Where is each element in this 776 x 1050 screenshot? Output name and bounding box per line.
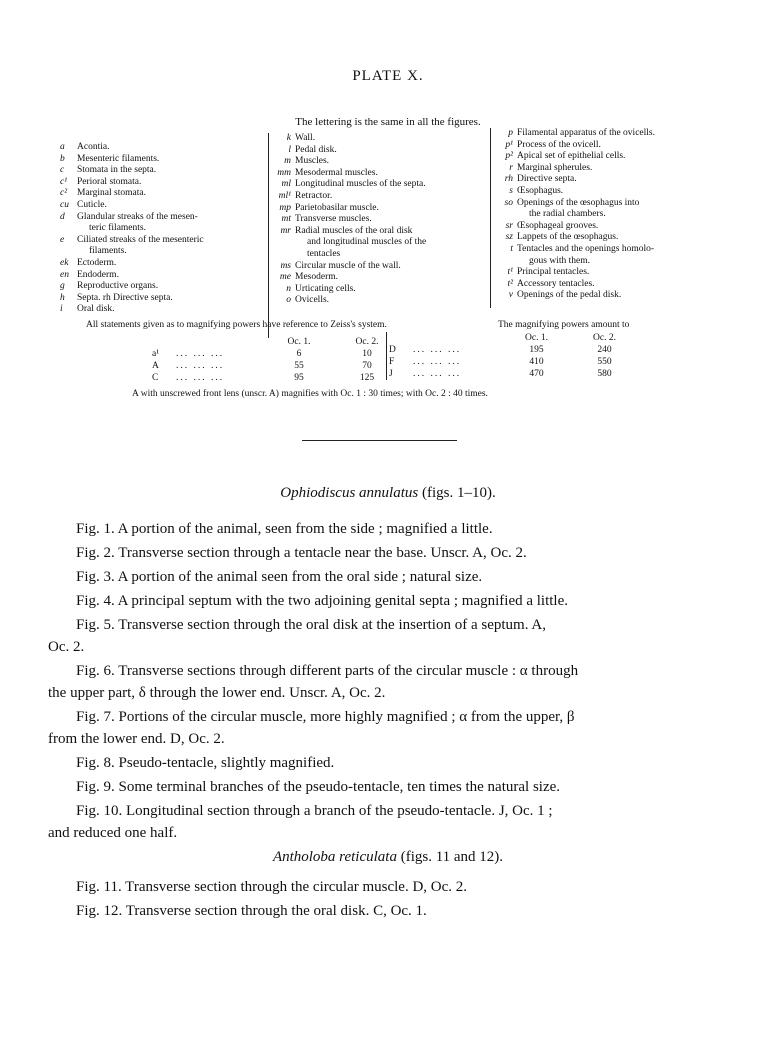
legend-entry bbox=[60, 235, 265, 247]
leader-dots: ... ... ... bbox=[413, 369, 462, 379]
legend-description: Parietobasilar muscle. bbox=[295, 202, 379, 213]
legend-description: Endoderm. bbox=[77, 269, 119, 280]
legend-entry bbox=[60, 212, 265, 224]
legend-description: Ectoderm. bbox=[77, 257, 117, 268]
magnification-row bbox=[387, 344, 642, 356]
legend-abbreviation: r bbox=[509, 162, 513, 173]
magnification-row bbox=[150, 348, 404, 360]
legend-abbreviation bbox=[60, 223, 75, 235]
legend-entry bbox=[271, 179, 491, 191]
legend-entry bbox=[60, 223, 265, 235]
legend-abbreviation: o bbox=[286, 295, 291, 306]
oc2-value: 550 bbox=[597, 357, 612, 367]
legend-column-2 bbox=[268, 133, 491, 338]
legend-abbreviation: b bbox=[60, 153, 65, 164]
legend-entry bbox=[271, 203, 491, 215]
legend-description: Apical set of epithelial cells. bbox=[517, 151, 626, 162]
figure-caption bbox=[48, 876, 723, 898]
legend-abbreviation: t² bbox=[507, 278, 513, 289]
legend-entry bbox=[493, 221, 733, 233]
legend-entry bbox=[493, 151, 733, 163]
legend-entry bbox=[60, 304, 265, 316]
figure-caption bbox=[48, 706, 723, 750]
unscrewed-lens-note: A with unscrewed front lens (unscr. A) magnifies with Oc. 1 : 30 times; with Oc. 2 : 40 times. bbox=[132, 389, 488, 399]
legend-entry bbox=[271, 145, 491, 157]
magnification-header-row bbox=[387, 332, 642, 344]
oc2-value: 125 bbox=[359, 373, 375, 383]
caption-line: Fig. 4. A principal septum with the two adjoining genital septa ; magnified a little. bbox=[76, 593, 569, 609]
legend-abbreviation: sr bbox=[505, 220, 513, 231]
figure-caption bbox=[48, 590, 723, 612]
legend-entry bbox=[271, 226, 491, 238]
section-divider bbox=[302, 440, 457, 441]
magnification-row bbox=[150, 372, 404, 384]
species-figure-range: (figs. 11 and 12). bbox=[396, 849, 504, 865]
legend-column-3 bbox=[490, 128, 733, 308]
species-name: Ophiodiscus annulatus bbox=[280, 485, 419, 501]
legend-description: Glandular streaks of the mesen- bbox=[77, 211, 198, 222]
figure-caption bbox=[48, 900, 723, 922]
legend-entry bbox=[271, 295, 491, 307]
oc1-header: Oc. 1. bbox=[287, 337, 311, 347]
legend-entry bbox=[271, 272, 491, 284]
legend-description: Urticating cells. bbox=[295, 283, 356, 294]
magnification-row bbox=[387, 356, 642, 368]
figure-caption bbox=[48, 614, 723, 658]
legend-entry bbox=[60, 165, 265, 177]
legend-description: Radial muscles of the oral disk bbox=[295, 225, 413, 236]
caption-line: Fig. 5. Transverse section through the oral disk at the insertion of a septum. A, bbox=[76, 617, 546, 633]
caption-line: Fig. 7. Portions of the circular muscle, more highly magnified ; α from the upper, β bbox=[76, 709, 575, 725]
oc2-value: 240 bbox=[597, 345, 612, 355]
oc1-value: 410 bbox=[529, 357, 544, 367]
legend-entry bbox=[493, 209, 733, 221]
legend-description: Stomata in the septa. bbox=[77, 165, 157, 176]
legend-abbreviation: mp bbox=[279, 202, 291, 213]
species-name: Antholoba reticulata bbox=[272, 849, 397, 865]
magnifying-powers-heading: The magnifying powers amount to bbox=[498, 320, 630, 330]
legend-abbreviation: c¹ bbox=[60, 176, 68, 187]
objective-label: J bbox=[389, 369, 393, 379]
legend-entry bbox=[271, 284, 491, 296]
legend-abbreviation: ml¹ bbox=[278, 190, 291, 201]
oc2-header: Oc. 2. bbox=[593, 333, 616, 343]
legend-entry bbox=[493, 244, 733, 256]
legend-description: Marginal stomata. bbox=[77, 188, 146, 199]
legend-abbreviation: i bbox=[60, 304, 63, 315]
leader-dots: ... ... ... bbox=[176, 349, 225, 359]
oc1-header: Oc. 1. bbox=[525, 333, 548, 343]
legend-abbreviation: g bbox=[60, 281, 65, 292]
legend-description: teric filaments. bbox=[89, 223, 146, 234]
legend-description: Circular muscle of the wall. bbox=[295, 260, 401, 271]
legend-description: Openings of the pedal disk. bbox=[517, 290, 622, 301]
legend-entry bbox=[271, 237, 491, 249]
figure-caption bbox=[48, 518, 723, 540]
legend-abbreviation: t¹ bbox=[507, 267, 513, 278]
legend-entry bbox=[60, 188, 265, 200]
legend-description: Retractor. bbox=[295, 190, 333, 201]
caption-continuation: from the lower end. D, Oc. 2. bbox=[48, 731, 225, 747]
legend-abbreviation: v bbox=[508, 290, 513, 301]
legend-abbreviation: c² bbox=[60, 188, 68, 199]
plate-title: PLATE X. bbox=[352, 68, 424, 84]
figure-caption bbox=[48, 752, 723, 774]
legend-entry bbox=[493, 267, 733, 279]
legend-entry bbox=[493, 163, 733, 175]
legend-abbreviation: c bbox=[60, 165, 65, 176]
caption-line: Fig. 6. Transverse sections through different parts of the circular muscle : α through bbox=[76, 663, 579, 679]
legend-description: filaments. bbox=[89, 246, 127, 257]
legend-description: Tentacles and the openings homolo- bbox=[517, 243, 655, 254]
legend-entry bbox=[493, 256, 733, 268]
oc1-value: 6 bbox=[296, 349, 302, 359]
legend-description: Process of the ovicell. bbox=[517, 139, 601, 150]
oc1-value: 55 bbox=[294, 361, 304, 371]
legend-description: Œsophagus. bbox=[517, 185, 564, 196]
legend-description: Septa. rh Directive septa. bbox=[77, 292, 173, 303]
lettering-note: The lettering is the same in all the figures. bbox=[295, 116, 481, 128]
species-heading-antholoba bbox=[0, 849, 776, 866]
legend-description: Directive septa. bbox=[517, 174, 577, 185]
legend-entry bbox=[271, 168, 491, 180]
legend-description: tentacles bbox=[307, 248, 341, 259]
legend-description: Mesodermal muscles. bbox=[295, 167, 378, 178]
legend-abbreviation: t bbox=[510, 243, 513, 254]
legend-description: Perioral stomata. bbox=[77, 176, 142, 187]
legend-abbreviation: k bbox=[286, 133, 291, 143]
legend-description: Muscles. bbox=[295, 156, 330, 167]
legend-description: and longitudinal muscles of the bbox=[307, 237, 427, 248]
legend-entry bbox=[271, 133, 491, 145]
oc1-value: 470 bbox=[529, 369, 544, 379]
legend-abbreviation bbox=[271, 249, 291, 261]
legend-description: Transverse muscles. bbox=[295, 214, 372, 225]
legend-description: Principal tentacles. bbox=[517, 267, 590, 278]
oc2-header: Oc. 2. bbox=[355, 337, 379, 347]
legend-entry bbox=[60, 154, 265, 166]
legend-abbreviation bbox=[493, 209, 513, 221]
legend-description: Mesoderm. bbox=[295, 272, 339, 283]
legend-abbreviation bbox=[271, 237, 291, 249]
legend-abbreviation: d bbox=[60, 211, 65, 222]
caption-line: Fig. 12. Transverse section through the oral disk. C, Oc. 1. bbox=[76, 903, 427, 919]
legend-description: Mesenteric filaments. bbox=[77, 153, 160, 164]
legend-description: Marginal spherules. bbox=[517, 162, 593, 173]
magnification-header-row bbox=[150, 336, 404, 348]
figure-caption bbox=[48, 776, 723, 798]
legend-description: Openings of the œsophagus into bbox=[517, 197, 640, 208]
caption-continuation: and reduced one half. bbox=[48, 825, 178, 841]
legend-entry bbox=[60, 293, 265, 305]
legend-abbreviation: h bbox=[60, 292, 65, 303]
caption-line: Fig. 1. A portion of the animal, seen from the side ; magnified a little. bbox=[76, 521, 493, 537]
legend-abbreviation: sz bbox=[505, 232, 513, 243]
legend-description: Wall. bbox=[295, 133, 316, 143]
legend-entry bbox=[60, 200, 265, 212]
legend-entry bbox=[493, 128, 733, 140]
caption-line: Fig. 3. A portion of the animal seen from the oral side ; natural size. bbox=[76, 569, 483, 585]
legend-entry bbox=[60, 270, 265, 282]
legend-entry bbox=[271, 214, 491, 226]
magnification-statement: All statements given as to magnifying powers have reference to Zeiss's system. bbox=[86, 320, 387, 330]
magnification-row bbox=[387, 368, 642, 380]
oc2-value: 70 bbox=[362, 361, 372, 371]
objective-label: C bbox=[152, 373, 159, 383]
oc1-value: 195 bbox=[529, 345, 544, 355]
legend-abbreviation: ek bbox=[60, 257, 69, 268]
legend-entry bbox=[271, 156, 491, 168]
legend-abbreviation: m bbox=[284, 156, 291, 167]
legend-description: Accessory tentacles. bbox=[517, 278, 595, 289]
legend-abbreviation: s bbox=[509, 185, 513, 196]
legend-abbreviation bbox=[60, 246, 75, 258]
legend-abbreviation: e bbox=[60, 234, 65, 245]
species-heading-ophiodiscus bbox=[0, 485, 776, 502]
legend-description: gous with them. bbox=[529, 255, 590, 266]
legend-description: Ciliated streaks of the mesenteric bbox=[77, 234, 204, 245]
legend-description: Oral disk. bbox=[77, 304, 115, 315]
legend-abbreviation: me bbox=[279, 272, 291, 283]
legend-entry bbox=[60, 258, 265, 270]
legend-entry bbox=[271, 261, 491, 273]
legend-description: Œsophageal grooves. bbox=[517, 220, 599, 231]
legend-entry bbox=[493, 198, 733, 210]
oc2-value: 580 bbox=[597, 369, 612, 379]
legend-abbreviation: mr bbox=[280, 225, 291, 236]
objective-label: A bbox=[152, 361, 159, 371]
legend-abbreviation: rh bbox=[504, 174, 513, 185]
legend-abbreviation: ml bbox=[281, 179, 291, 190]
caption-line: Fig. 11. Transverse section through the circular muscle. D, Oc. 2. bbox=[76, 879, 468, 895]
figure-caption bbox=[48, 800, 723, 844]
objective-label: a¹ bbox=[152, 349, 160, 359]
legend-abbreviation: n bbox=[286, 283, 291, 294]
caption-line: Fig. 2. Transverse section through a tentacle near the base. Unscr. A, Oc. 2. bbox=[76, 545, 527, 561]
oc2-value: 10 bbox=[362, 349, 372, 359]
legend-description: Pedal disk. bbox=[295, 144, 337, 155]
legend-abbreviation: a bbox=[60, 142, 65, 152]
legend-entry bbox=[60, 246, 265, 258]
legend-abbreviation: cu bbox=[60, 199, 69, 210]
species-figure-range: (figs. 1–10). bbox=[418, 485, 496, 501]
caption-continuation: the upper part, δ through the lower end. Unscr. A, Oc. 2. bbox=[48, 685, 386, 701]
magnification-row bbox=[150, 360, 404, 372]
legend-description: Lappets of the œsophagus. bbox=[517, 232, 619, 243]
legend-abbreviation: l bbox=[288, 144, 291, 155]
legend-abbreviation: so bbox=[504, 197, 513, 208]
legend-description: Filamental apparatus of the ovicells. bbox=[517, 128, 655, 138]
legend-abbreviation: ms bbox=[280, 260, 291, 271]
leader-dots: ... ... ... bbox=[413, 345, 462, 355]
legend-abbreviation: mt bbox=[281, 214, 291, 225]
legend-description: Cuticle. bbox=[77, 199, 107, 210]
legend-entry bbox=[493, 174, 733, 186]
legend-abbreviation: mm bbox=[277, 167, 291, 178]
legend-description: Longitudinal muscles of the septa. bbox=[295, 179, 426, 190]
legend-entry bbox=[493, 140, 733, 152]
legend-description: Reproductive organs. bbox=[77, 281, 159, 292]
legend-entry bbox=[493, 232, 733, 244]
caption-line: Fig. 8. Pseudo-tentacle, slightly magnified. bbox=[76, 755, 335, 771]
magnification-table-left bbox=[150, 336, 404, 384]
legend-abbreviation: en bbox=[60, 269, 69, 280]
oc1-value: 95 bbox=[294, 373, 304, 383]
legend-entry bbox=[271, 191, 491, 203]
figure-caption bbox=[48, 566, 723, 588]
legend-entry bbox=[60, 281, 265, 293]
leader-dots: ... ... ... bbox=[176, 373, 225, 383]
legend-description: Acontia. bbox=[77, 142, 110, 152]
legend-entry bbox=[60, 177, 265, 189]
objective-label: F bbox=[389, 357, 395, 367]
caption-continuation: Oc. 2. bbox=[48, 639, 85, 655]
legend-abbreviation: p² bbox=[505, 151, 513, 162]
caption-line: Fig. 10. Longitudinal section through a branch of the pseudo-tentacle. J, Oc. 1 ; bbox=[76, 803, 553, 819]
legend-abbreviation: p¹ bbox=[505, 139, 513, 150]
caption-line: Fig. 9. Some terminal branches of the pseudo-tentacle, ten times the natural size. bbox=[76, 779, 561, 795]
leader-dots: ... ... ... bbox=[413, 357, 462, 367]
legend-entry bbox=[271, 249, 491, 261]
legend-entry bbox=[493, 186, 733, 198]
figure-caption bbox=[48, 542, 723, 564]
legend-abbreviation: p bbox=[508, 128, 513, 138]
legend-abbreviation bbox=[493, 256, 513, 268]
magnification-table-right bbox=[386, 332, 642, 380]
legend-column-1 bbox=[60, 142, 265, 316]
objective-label: D bbox=[389, 345, 396, 355]
legend-description: Ovicells. bbox=[295, 295, 330, 306]
legend-entry bbox=[493, 290, 733, 302]
legend-entry bbox=[60, 142, 265, 154]
legend-description: the radial chambers. bbox=[529, 209, 606, 220]
leader-dots: ... ... ... bbox=[176, 361, 225, 371]
figure-caption bbox=[48, 660, 723, 704]
legend-entry bbox=[493, 279, 733, 291]
